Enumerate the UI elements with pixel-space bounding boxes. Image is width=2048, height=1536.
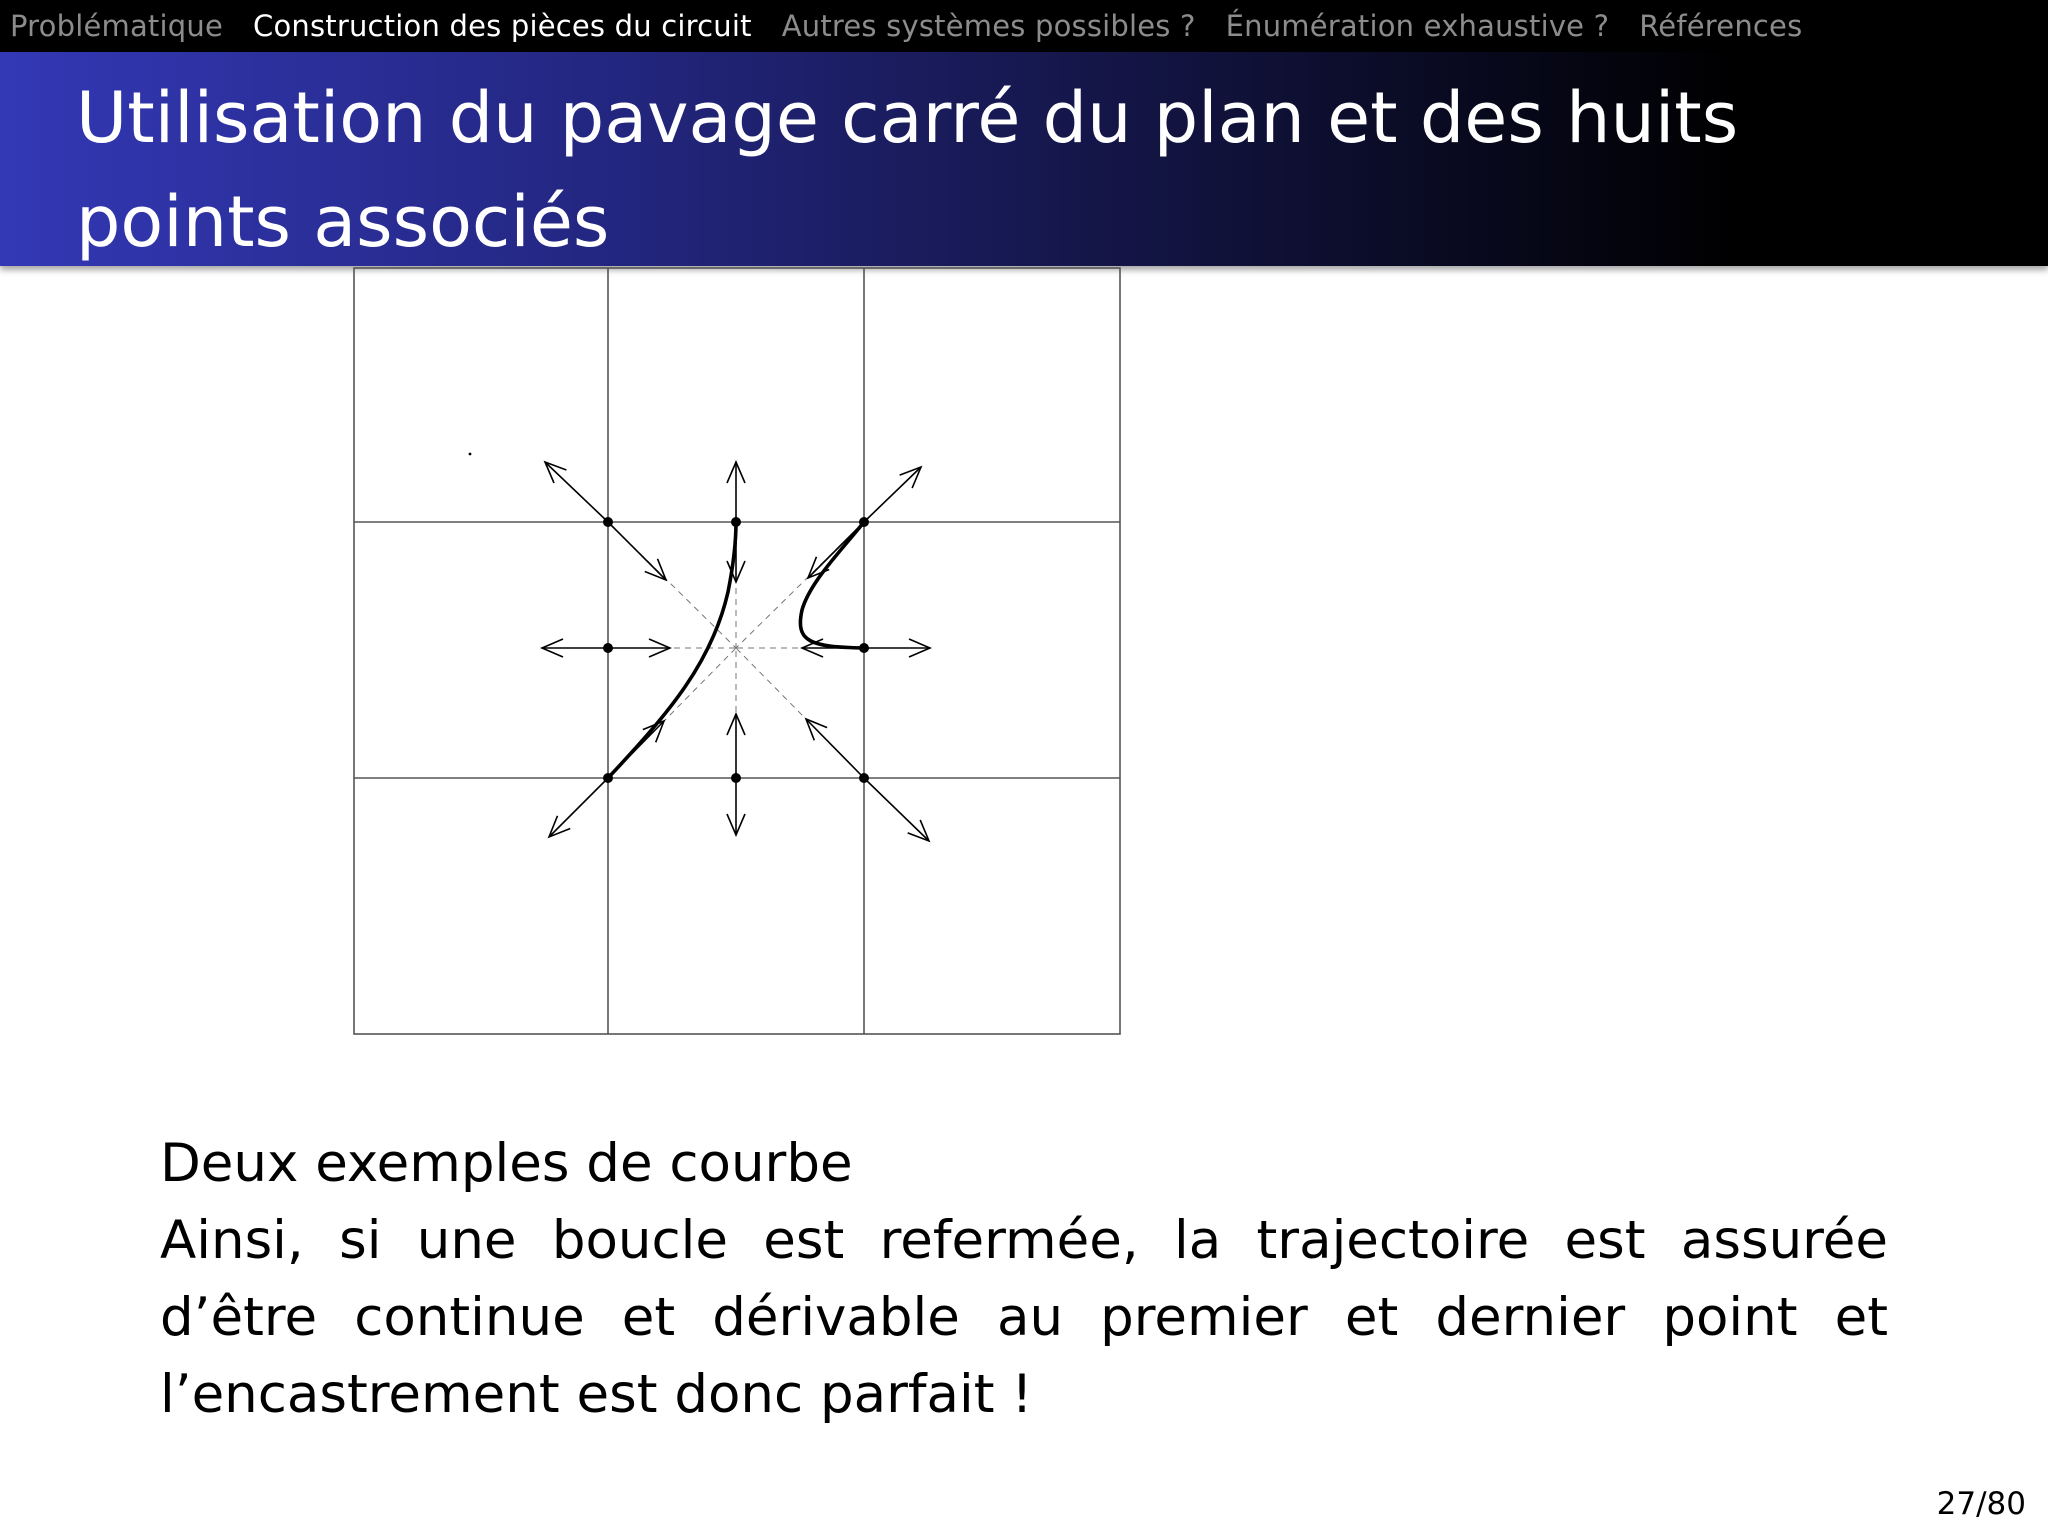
point bbox=[731, 517, 741, 527]
arrow-out bbox=[864, 467, 921, 522]
nav-item-problematique[interactable]: Problématique bbox=[10, 9, 223, 43]
slide-title: Utilisation du pavage carré du plan et des huits points associés bbox=[76, 77, 1739, 263]
point bbox=[731, 773, 741, 783]
grid-border bbox=[354, 268, 1120, 1034]
point bbox=[603, 773, 613, 783]
arrow-in bbox=[806, 719, 864, 778]
point bbox=[859, 773, 869, 783]
grid-figure bbox=[340, 262, 1140, 1062]
point bbox=[859, 517, 869, 527]
arrow-out bbox=[545, 462, 608, 522]
nav-item-autres-systemes[interactable]: Autres systèmes possibles ? bbox=[781, 9, 1196, 43]
inward-arrows bbox=[608, 522, 864, 778]
point bbox=[603, 643, 613, 653]
curve-example-2 bbox=[800, 522, 864, 648]
point bbox=[603, 517, 613, 527]
arrow-in bbox=[608, 522, 666, 580]
stray-dot bbox=[469, 453, 472, 456]
nav-item-references[interactable]: Références bbox=[1639, 9, 1803, 43]
nav-item-enumeration[interactable]: Énumération exhaustive ? bbox=[1225, 9, 1610, 43]
point bbox=[859, 643, 869, 653]
arrow-out bbox=[549, 778, 608, 837]
body-paragraph: Ainsi, si une boucle est refermée, la trajectoire est assurée d’être continue et dérivable au premier et dernier point et l’encastrement est donc parfait ! bbox=[160, 1210, 1888, 1425]
eight-points bbox=[469, 453, 869, 783]
tiling-grid bbox=[354, 268, 1120, 1034]
body-text bbox=[160, 1125, 1888, 1433]
title-bar bbox=[0, 52, 2048, 266]
section-navbar bbox=[0, 0, 2048, 52]
nav-item-construction[interactable]: Construction des pièces du circuit bbox=[253, 9, 752, 43]
page-number: 27/80 bbox=[1936, 1486, 2026, 1522]
arrow-out bbox=[864, 778, 929, 841]
body-heading: Deux exemples de courbe bbox=[160, 1133, 853, 1194]
curve-example-1 bbox=[608, 522, 736, 778]
